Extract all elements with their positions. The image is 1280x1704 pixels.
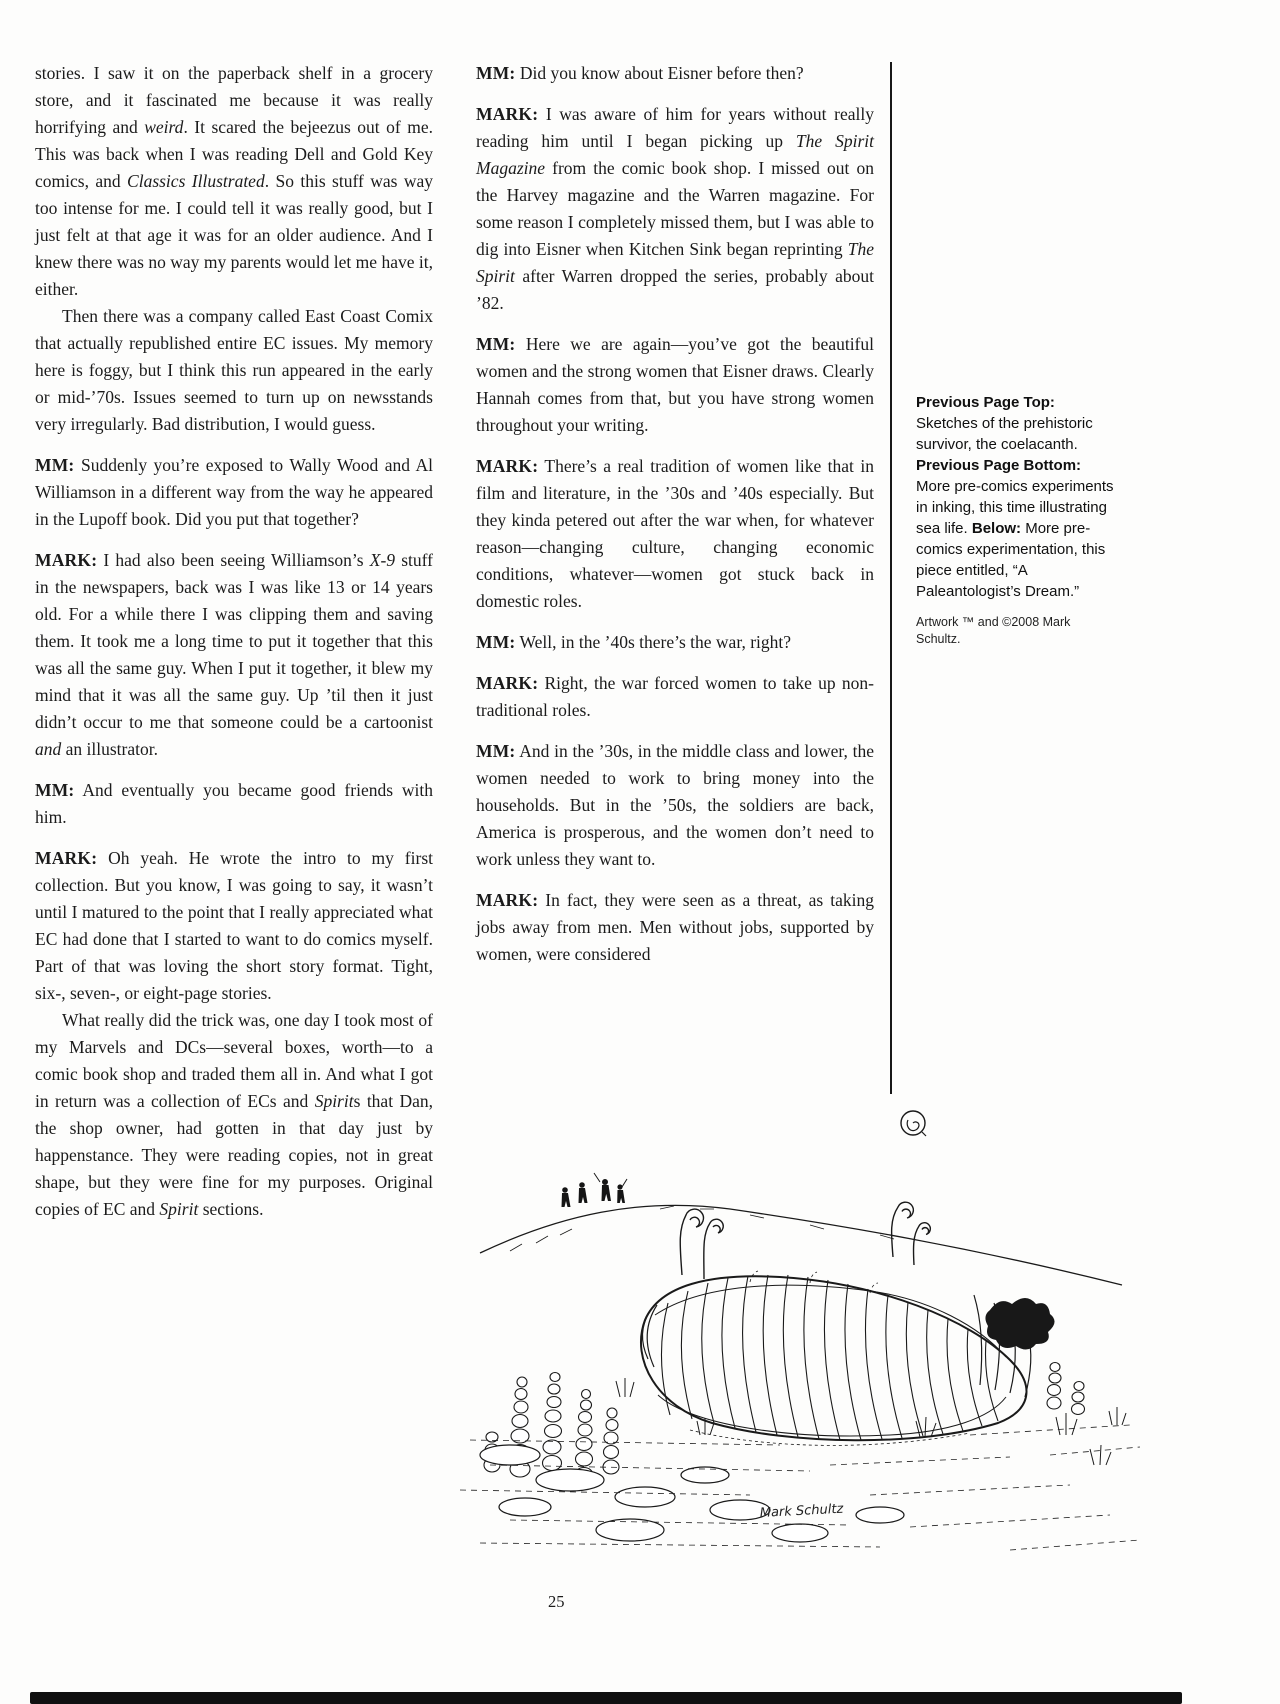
speaker-label: MM:: [476, 334, 516, 354]
text-run: Here we are again—you’ve got the beautiful women and the strong women that Eisner draws. Clearly Hannah comes from that, but you have strong women throughout your writing.: [476, 334, 874, 435]
paragraph: [35, 452, 433, 533]
text-run: Oh yeah. He wrote the intro to my first collection. But you know, I was going to say, it wasn’t until I matured to the point that I really appreciated what EC had done that I started to want to do comics myself. Part of that was loving the short story format. Tight, six-, seven-, or eight-page stories.: [35, 848, 433, 1003]
text-run: Previous Page Bottom:: [916, 457, 1082, 474]
paragraph: [476, 331, 874, 439]
text-run: And eventually you became good friends with him.: [35, 780, 433, 827]
paragraph: [476, 887, 874, 968]
text-run: . So this stuff was way too intense for me. I could tell it was really good, but I just felt at that age it was for an older audience. And I knew there was no way my parents would let me have it, either.: [35, 171, 433, 299]
text-run: after Warren dropped the series, probably about ’82.: [476, 266, 874, 313]
text-run: from the comic book shop. I missed out on the Harvey magazine and the Warren magazine. For some reason I completely missed them, but I was able to dig into Eisner when Kitchen Sink began reprinting: [476, 158, 874, 259]
page-edge-strip: [30, 1692, 1182, 1704]
text-run: The Spirit: [476, 239, 874, 286]
text-run: Did you know about Eisner before then?: [515, 63, 804, 83]
text-run: The Spirit Magazine: [476, 131, 874, 178]
text-run: Sketches of the prehistoric survivor, the coelacanth.: [916, 415, 1093, 453]
speaker-label: MARK:: [476, 456, 539, 476]
paragraph: [35, 777, 433, 831]
page-number: 25: [548, 1592, 565, 1611]
interview-column-middle: [476, 60, 874, 968]
speaker-label: MARK:: [476, 673, 539, 693]
paragraph: [35, 547, 433, 763]
speaker-label: MARK:: [35, 550, 98, 570]
interview-column-left: [35, 60, 433, 1223]
text-run: . It scared the bejeezus out of me. This was back when I was reading Dell and Gold Key comics, and: [35, 117, 433, 191]
artist-signature: Mark Schultz: [759, 1501, 844, 1521]
text-run: Below:: [971, 520, 1022, 537]
text-run: There’s a real tradition of women like that in film and literature, in the ’30s and ’40s especially. But they kinda petered out after the war when, for whatever reason—changing culture, changing economic conditions, whatever—women got stuck back in domestic roles.: [476, 456, 874, 611]
speaker-label: MM:: [476, 741, 516, 761]
speaker-label: MM:: [476, 63, 516, 83]
paragraph: [35, 1007, 433, 1223]
paragraph: [35, 845, 433, 1007]
text-run: weird: [144, 117, 184, 137]
text-run: an illustrator.: [61, 739, 158, 759]
text-run: Then there was a company called East Coast Comix that actually republished entire EC issues. My memory here is foggy, but I think this run appeared in the early or mid-’70s. Issues seemed to turn up on newsstands very irregularly. Bad distribution, I would guess.: [35, 306, 433, 434]
text-run: Spirit: [314, 1091, 354, 1111]
text-run: Spirit: [159, 1199, 199, 1219]
paragraph: [476, 101, 874, 317]
paragraph: [476, 60, 874, 87]
horizon-ridge: [480, 1205, 1122, 1285]
text-run: X-9: [369, 550, 396, 570]
text-run: What really did the trick was, one day I took most of my Marvels and DCs—several boxes, worth—to a comic book shop and traded them all in. And what I got in return was a collection of ECs and: [35, 1010, 433, 1111]
text-run: Suddenly you’re exposed to Wally Wood and Al Williamson in a different way from the way he appeared in the Lupoff book. Did you put that together?: [35, 455, 433, 529]
speaker-label: MARK:: [476, 890, 539, 910]
text-run: More pre-comics experimentation, this piece entitled, “A Paleantologist’s Dream.”: [916, 520, 1106, 600]
text-run: More pre-comics experiments in inking, this time illustrating sea life.: [916, 478, 1114, 537]
text-run: I was aware of him for years without really reading him until I began picking up: [476, 104, 874, 151]
text-run: stories. I saw it on the paperback shelf in a grocery store, and it fascinated me because it was really horrifying and: [35, 63, 433, 137]
speaker-label: MM:: [35, 455, 75, 475]
text-run: Artwork ™ and ©2008 Mark Schultz.: [916, 615, 1071, 646]
paragraph: [35, 303, 433, 438]
credit: [916, 614, 1114, 648]
text-run: and: [35, 739, 62, 759]
paragraph: [476, 629, 874, 656]
fossil-creature: [641, 1271, 1027, 1445]
speaker-label: MARK:: [476, 104, 539, 124]
text-run: stuff in the newspapers, back was I was like 13 or 14 years old. For a while there I was clipping them and saving them. It took me a long time to put it together that this was all the same guy. When I put it together, it blew my mind that it was all the same guy. Up ’til then it just didn’t occur to me that someone could be a cartoonist: [35, 550, 433, 732]
text-run: Well, in the ’40s there’s the war, right?: [515, 632, 792, 652]
caption-sidebar: [916, 392, 1114, 648]
caption: [916, 392, 1114, 602]
speaker-label: MARK:: [35, 848, 98, 868]
text-run: And in the ’30s, in the middle class and lower, the women needed to work to bring money into the households. But in the ’50s, the soldiers are back, America is prosperous, and the women don’t need to work unless they want to.: [476, 741, 874, 869]
paragraph: [35, 60, 433, 303]
text-run: Previous Page Top:: [916, 394, 1055, 411]
text-run: In fact, they were seen as a threat, as taking jobs away from men. Men without jobs, supported by women, were considered: [476, 890, 874, 964]
text-run: Classics Illustrated: [127, 171, 265, 191]
text-run: Right, the war forced women to take up non-traditional roles.: [476, 673, 874, 720]
speaker-label: MM:: [35, 780, 75, 800]
speaker-label: MM:: [476, 632, 516, 652]
paragraph: [476, 670, 874, 724]
explorer-figures: [562, 1173, 628, 1207]
column-divider-rule: [890, 62, 892, 1094]
paleontology-illustration: [450, 1135, 1150, 1580]
text-run: s that Dan, the shop owner, had gotten in that day just by happenstance. They were reading copies, not in great shape, but they were fine for my purposes. Original copies of EC and: [35, 1091, 433, 1219]
paragraph: [476, 738, 874, 873]
paragraph: [476, 453, 874, 615]
text-run: sections.: [198, 1199, 264, 1219]
text-run: I had also been seeing Williamson’s: [97, 550, 370, 570]
fern-fronds: [680, 1202, 930, 1279]
